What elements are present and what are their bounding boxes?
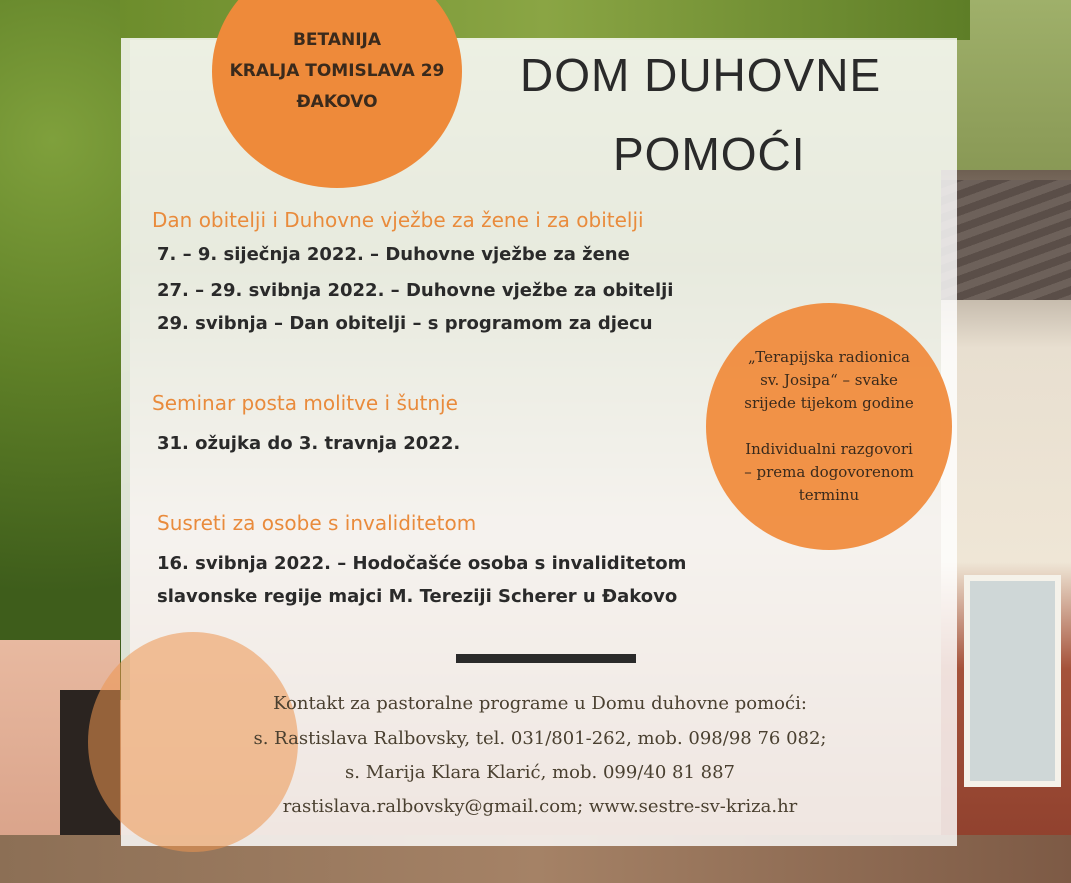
address-line: KRALJA TOMISLAVA 29: [229, 61, 445, 81]
info-bubble: [706, 303, 952, 550]
section-heading: Susreti za osobe s invaliditetom: [157, 511, 477, 535]
contact-line: s. Rastislava Ralbovsky, tel. 031/801-262, mob. 098/98 76 082;: [253, 728, 827, 749]
page-title: POMOĆI: [613, 128, 806, 180]
tree-foliage: [0, 0, 130, 700]
bubble-line: sv. Josipa“ – svake: [760, 371, 898, 389]
address-line: BETANIJA: [292, 30, 382, 50]
section-heading: Seminar posta molitve i šutnje: [152, 391, 458, 415]
contact-line: s. Marija Klara Klarić, mob. 099/40 81 887: [345, 762, 735, 783]
bubble-line: „Terapijska radionica: [748, 348, 910, 366]
house-roof: [941, 180, 1071, 300]
address-line: ĐAKOVO: [296, 92, 378, 112]
event-line: 27. – 29. svibnja 2022. – Duhovne vježbe za obitelji: [157, 280, 674, 301]
event-line: slavonske regije majci M. Tereziji Scherer u Đakovo: [157, 586, 678, 607]
event-line: 7. – 9. siječnja 2022. – Duhovne vježbe za žene: [157, 244, 630, 265]
event-line: 29. svibnja – Dan obitelji – s programom za djecu: [157, 313, 653, 334]
section-heading: Dan obitelji i Duhovne vježbe za žene i za obitelji: [152, 208, 644, 232]
bubble-line: – prema dogovorenom: [744, 463, 914, 481]
contact-heading: Kontakt za pastoralne programe u Domu duhovne pomoći:: [273, 693, 807, 714]
page-title: DOM DUHOVNE: [520, 49, 882, 101]
divider: [456, 654, 636, 663]
bubble-line: [827, 415, 832, 438]
bubble-line: terminu: [798, 486, 860, 504]
event-line: 31. ožujka do 3. travnja 2022.: [157, 433, 461, 454]
contact-line: rastislava.ralbovsky@gmail.com; www.sestre-sv-kriza.hr: [282, 796, 798, 817]
bubble-line: srijede tijekom godine: [744, 394, 914, 412]
event-line: 16. svibnja 2022. – Hodočašće osoba s invaliditetom: [157, 553, 687, 574]
bubble-line: Individualni razgovori: [745, 440, 913, 458]
house-window: [964, 575, 1061, 787]
